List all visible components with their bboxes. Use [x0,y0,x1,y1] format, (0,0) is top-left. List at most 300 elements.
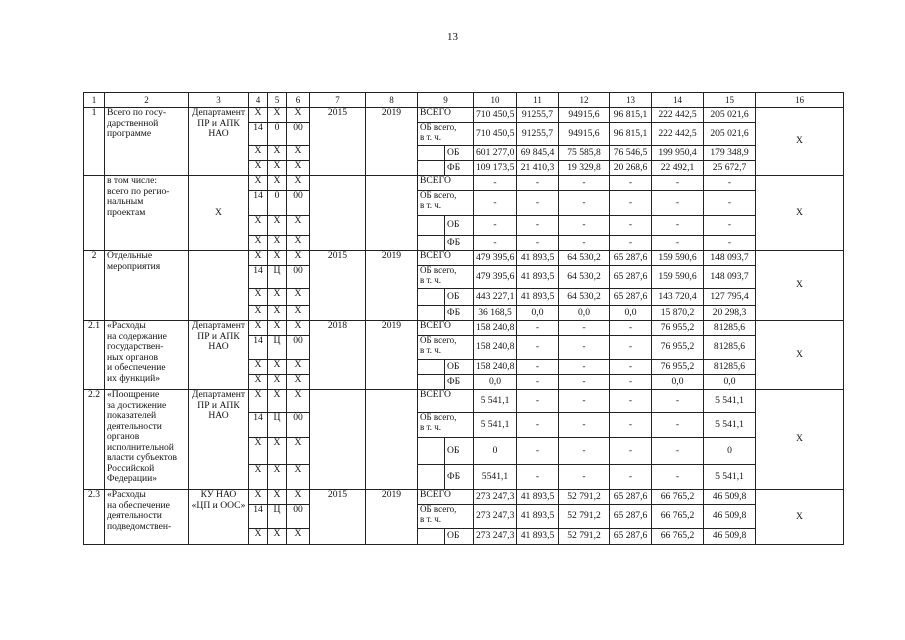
column-header: 2 [105,93,189,108]
amount-cell: 65 287,6 [610,529,652,545]
table-row [84,108,844,123]
amount-cell: 158 240,8 [474,360,517,375]
table-row [84,390,844,413]
funding-source-label: ВСЕГО [418,108,474,123]
code-col-6: X [287,176,310,191]
amount-cell: - [652,236,704,251]
amount-cell: 66 765,2 [652,505,704,529]
funding-source-label: ФБ [445,306,474,321]
header-row [84,93,844,108]
amount-cell: - [610,375,652,390]
measure-name: «Расходы на обеспечение деятельности подведомствен- [105,490,189,545]
note-col-16: X [756,390,844,490]
code-col-4: X [249,529,268,545]
funding-source-label: ОБ [445,146,474,161]
amount-cell: - [559,236,610,251]
amount-cell: - [474,236,517,251]
code-col-6: X [287,465,310,490]
amount-cell: 20 298,3 [704,306,756,321]
amount-cell: 0,0 [559,306,610,321]
end-year: 2019 [366,108,418,176]
amount-cell: 52 791,2 [559,529,610,545]
code-col-6: X [287,529,310,545]
code-col-6: 00 [287,266,310,289]
code-col-6: 00 [287,413,310,438]
funding-source-label: ОБ всего, в т. ч. [418,413,474,438]
row-number: 2.1 [84,321,105,390]
amount-cell: 64 530,2 [559,251,610,266]
amount-cell: 65 287,6 [610,490,652,505]
code-col-5: X [268,236,287,251]
code-col-4: X [249,438,268,465]
amount-cell: 22 492,1 [652,161,704,176]
amount-cell: 179 348,9 [704,146,756,161]
amount-cell: 64 530,2 [559,266,610,289]
amount-cell: - [559,413,610,438]
amount-cell: 5 541,1 [474,413,517,438]
code-col-5: X [268,321,287,336]
note-col-16: X [756,108,844,176]
amount-cell: 41 893,5 [517,505,559,529]
amount-cell: - [559,375,610,390]
code-col-6: X [287,490,310,505]
amount-cell: 0,0 [517,306,559,321]
funding-spacer [418,146,445,161]
code-col-6: X [287,390,310,413]
amount-cell: 15 870,2 [652,306,704,321]
funding-source-label: ОБ всего, в т. ч. [418,266,474,289]
code-col-5: X [268,216,287,236]
amount-cell: 273 247,3 [474,505,517,529]
code-col-5: X [268,375,287,390]
code-col-6: 00 [287,505,310,529]
funding-source-label: ОБ всего, в т. ч. [418,191,474,216]
amount-cell: 46 509,8 [704,490,756,505]
amount-cell: - [610,216,652,236]
amount-cell: 94915,6 [559,123,610,146]
funding-source-label: ВСЕГО [418,390,474,413]
funding-source-label: ВСЕГО [418,251,474,266]
code-col-4: X [249,306,268,321]
amount-cell: - [559,390,610,413]
code-col-6: 00 [287,123,310,146]
code-col-4: X [249,465,268,490]
amount-cell: 81285,6 [704,321,756,336]
responsible-executor: Департамент ПР и АПК НАО [189,108,249,176]
amount-cell: 222 442,5 [652,123,704,146]
code-col-5: X [268,176,287,191]
code-col-4: X [249,321,268,336]
measure-name: «Расходы на содержание государствен- ных органов и обеспечение их функций» [105,321,189,390]
note-col-16: X [756,321,844,390]
amount-cell: - [474,191,517,216]
amount-cell: - [517,465,559,490]
start-year [310,390,366,490]
funding-spacer [418,465,445,490]
code-col-6: X [287,289,310,306]
amount-cell: 64 530,2 [559,289,610,306]
start-year: 2018 [310,321,366,390]
amount-cell: - [652,176,704,191]
code-col-6: X [287,108,310,123]
amount-cell: - [652,390,704,413]
code-col-5: X [268,146,287,161]
code-col-6: X [287,360,310,375]
amount-cell: - [610,390,652,413]
amount-cell: - [559,176,610,191]
amount-cell: 199 950,4 [652,146,704,161]
amount-cell: - [610,176,652,191]
code-col-5: X [268,390,287,413]
amount-cell: 75 585,8 [559,146,610,161]
table-row [84,251,844,266]
page-number: 13 [447,31,458,43]
amount-cell: 81285,6 [704,360,756,375]
end-year: 2019 [366,321,418,390]
column-header: 16 [756,93,844,108]
funding-source-label: ФБ [445,465,474,490]
code-col-6: X [287,375,310,390]
row-number: 2.2 [84,390,105,490]
code-col-5: Ц [268,266,287,289]
amount-cell: 65 287,6 [610,289,652,306]
amount-cell: 479 395,6 [474,266,517,289]
funding-source-label: ВСЕГО [418,321,474,336]
amount-cell: 52 791,2 [559,505,610,529]
code-col-5: X [268,108,287,123]
amount-cell: - [652,191,704,216]
funding-source-label: ОБ [445,438,474,465]
amount-cell: 81285,6 [704,336,756,360]
funding-spacer [418,438,445,465]
end-year [366,176,418,251]
amount-cell: - [517,236,559,251]
code-col-4: 14 [249,191,268,216]
code-col-5: X [268,161,287,176]
code-col-6: X [287,146,310,161]
amount-cell: - [610,321,652,336]
amount-cell: 5 541,1 [474,390,517,413]
code-col-6: 00 [287,336,310,360]
amount-cell: - [704,176,756,191]
code-col-4: X [249,289,268,306]
funding-source-label: ОБ [445,216,474,236]
table-row [84,321,844,336]
measure-name: «Поощрение за достижение показателей деятельности органов исполнительной власти субъектов Российской Федерации» [105,390,189,490]
amount-cell: 76 955,2 [652,336,704,360]
code-col-6: X [287,306,310,321]
amount-cell: 479 395,6 [474,251,517,266]
amount-cell: 96 815,1 [610,123,652,146]
note-col-16: X [756,176,844,251]
amount-cell: 158 240,8 [474,321,517,336]
code-col-6: X [287,161,310,176]
code-col-4: X [249,161,268,176]
amount-cell: 0,0 [704,375,756,390]
responsible-executor [189,251,249,321]
amount-cell: 5 541,1 [704,465,756,490]
amount-cell: 5 541,1 [704,390,756,413]
amount-cell: 52 791,2 [559,490,610,505]
funding-source-label: ОБ всего, в т. ч. [418,336,474,360]
amount-cell: - [652,413,704,438]
budget-table [83,92,844,545]
responsible-executor: КУ НАО «ЦП и ООС» [189,490,249,545]
amount-cell: - [474,176,517,191]
amount-cell: 109 173,5 [474,161,517,176]
amount-cell: 148 093,7 [704,251,756,266]
measure-name: Всего по госу- дарственной программе [105,108,189,176]
column-header: 1 [84,93,105,108]
amount-cell: - [610,236,652,251]
amount-cell: - [517,438,559,465]
responsible-executor: Департамент ПР и АПК НАО [189,390,249,490]
code-col-4: 14 [249,505,268,529]
amount-cell: 41 893,5 [517,266,559,289]
code-col-6: X [287,216,310,236]
table-row [84,176,844,191]
amount-cell: 19 329,8 [559,161,610,176]
code-col-5: 0 [268,123,287,146]
amount-cell: - [610,360,652,375]
amount-cell: - [517,413,559,438]
amount-cell: - [610,438,652,465]
amount-cell: 0 [704,438,756,465]
column-header: 13 [610,93,652,108]
code-col-5: X [268,251,287,266]
amount-cell: 41 893,5 [517,490,559,505]
funding-source-label: ОБ [445,360,474,375]
column-header: 10 [474,93,517,108]
amount-cell: 65 287,6 [610,505,652,529]
start-year: 2015 [310,108,366,176]
start-year: 2015 [310,251,366,321]
amount-cell: 205 021,6 [704,123,756,146]
amount-cell: - [559,321,610,336]
amount-cell: 158 240,8 [474,336,517,360]
amount-cell: - [559,465,610,490]
amount-cell: - [704,216,756,236]
code-col-5: Ц [268,413,287,438]
code-col-5: X [268,438,287,465]
code-col-6: X [287,251,310,266]
measure-name: Отдельные мероприятия [105,251,189,321]
amount-cell: - [559,360,610,375]
funding-source-label: ВСЕГО [418,490,474,505]
amount-cell: - [559,336,610,360]
amount-cell: 159 590,6 [652,251,704,266]
amount-cell: 21 410,3 [517,161,559,176]
start-year [310,176,366,251]
amount-cell: 710 450,5 [474,108,517,123]
end-year: 2019 [366,490,418,545]
amount-cell: 0 [474,438,517,465]
amount-cell: 5 541,1 [704,413,756,438]
row-number: 1 [84,108,105,176]
start-year: 2015 [310,490,366,545]
end-year [366,390,418,490]
code-col-4: 14 [249,266,268,289]
responsible-executor: Департамент ПР и АПК НАО [189,321,249,390]
amount-cell: 273 247,3 [474,490,517,505]
funding-source-label: ФБ [445,375,474,390]
amount-cell: - [517,336,559,360]
code-col-6: 00 [287,191,310,216]
amount-cell: 601 277,0 [474,146,517,161]
amount-cell: 159 590,6 [652,266,704,289]
measure-name: в том числе: всего по регио- нальным проектам [105,176,189,251]
code-col-4: X [249,251,268,266]
amount-cell: 143 720,4 [652,289,704,306]
funding-source-label: ОБ всего, в т. ч. [418,505,474,529]
column-header: 15 [704,93,756,108]
code-col-4: X [249,108,268,123]
amount-cell: - [517,216,559,236]
funding-spacer [418,306,445,321]
column-header: 6 [287,93,310,108]
amount-cell: - [517,360,559,375]
amount-cell: 41 893,5 [517,529,559,545]
amount-cell: 20 268,6 [610,161,652,176]
amount-cell: 76 955,2 [652,321,704,336]
amount-cell: 127 795,4 [704,289,756,306]
amount-cell: 273 247,3 [474,529,517,545]
amount-cell: 443 227,1 [474,289,517,306]
amount-cell: 0,0 [610,306,652,321]
amount-cell: - [517,176,559,191]
note-col-16: X [756,490,844,545]
amount-cell: 46 509,8 [704,505,756,529]
amount-cell: - [559,438,610,465]
table-row [84,490,844,505]
amount-cell: 46 509,8 [704,529,756,545]
column-header: 3 [189,93,249,108]
code-col-5: X [268,306,287,321]
amount-cell: 66 765,2 [652,529,704,545]
amount-cell: - [652,216,704,236]
code-col-5: Ц [268,336,287,360]
amount-cell: - [652,438,704,465]
funding-spacer [418,360,445,375]
row-number: 2.3 [84,490,105,545]
code-col-5: Ц [268,505,287,529]
amount-cell: 222 442,5 [652,108,704,123]
funding-spacer [418,161,445,176]
amount-cell: - [610,191,652,216]
code-col-4: X [249,216,268,236]
code-col-4: X [249,490,268,505]
code-col-5: X [268,490,287,505]
amount-cell: 76 955,2 [652,360,704,375]
end-year: 2019 [366,251,418,321]
column-header: 7 [310,93,366,108]
funding-source-label: ОБ всего, в т. ч. [418,123,474,146]
amount-cell: 76 546,5 [610,146,652,161]
amount-cell: - [517,321,559,336]
amount-cell: - [610,336,652,360]
code-col-5: X [268,465,287,490]
amount-cell: 65 287,6 [610,266,652,289]
funding-source-label: ОБ [445,289,474,306]
amount-cell: 66 765,2 [652,490,704,505]
funding-spacer [418,289,445,306]
amount-cell: 96 815,1 [610,108,652,123]
funding-source-label: ФБ [445,236,474,251]
code-col-5: X [268,529,287,545]
column-header: 12 [559,93,610,108]
amount-cell: 41 893,5 [517,289,559,306]
code-col-6: X [287,438,310,465]
amount-cell: - [704,236,756,251]
funding-source-label: ВСЕГО [418,176,474,191]
code-col-6: X [287,236,310,251]
amount-cell: - [652,465,704,490]
amount-cell: 91255,7 [517,123,559,146]
column-header: 11 [517,93,559,108]
amount-cell: 94915,6 [559,108,610,123]
code-col-4: X [249,146,268,161]
column-header: 4 [249,93,268,108]
column-header: 14 [652,93,704,108]
funding-source-label: ОБ [445,529,474,545]
column-header: 9 [418,93,474,108]
amount-cell: - [559,216,610,236]
amount-cell: 205 021,6 [704,108,756,123]
column-header: 5 [268,93,287,108]
code-col-5: X [268,289,287,306]
amount-cell: 148 093,7 [704,266,756,289]
code-col-4: X [249,236,268,251]
note-col-16: X [756,251,844,321]
amount-cell: - [559,191,610,216]
row-number: 2 [84,251,105,321]
funding-spacer [418,529,445,545]
amount-cell: 36 168,5 [474,306,517,321]
amount-cell: - [610,465,652,490]
code-col-5: 0 [268,191,287,216]
amount-cell: - [517,390,559,413]
code-col-5: X [268,360,287,375]
amount-cell: 25 672,7 [704,161,756,176]
row-number [84,176,105,251]
funding-source-label: ФБ [445,161,474,176]
amount-cell: - [517,375,559,390]
code-col-4: X [249,375,268,390]
responsible-executor: X [189,176,249,251]
amount-cell: - [610,413,652,438]
amount-cell: 5541,1 [474,465,517,490]
amount-cell: 91255,7 [517,108,559,123]
amount-cell: - [704,191,756,216]
code-col-6: X [287,321,310,336]
code-col-4: 14 [249,413,268,438]
amount-cell: 0,0 [652,375,704,390]
amount-cell: 41 893,5 [517,251,559,266]
amount-cell: - [474,216,517,236]
column-header: 8 [366,93,418,108]
funding-spacer [418,216,445,236]
code-col-4: 14 [249,123,268,146]
amount-cell: 65 287,6 [610,251,652,266]
funding-spacer [418,236,445,251]
code-col-4: X [249,390,268,413]
amount-cell: 710 450,5 [474,123,517,146]
amount-cell: 0,0 [474,375,517,390]
code-col-4: 14 [249,336,268,360]
amount-cell: 69 845,4 [517,146,559,161]
amount-cell: - [517,191,559,216]
funding-spacer [418,375,445,390]
